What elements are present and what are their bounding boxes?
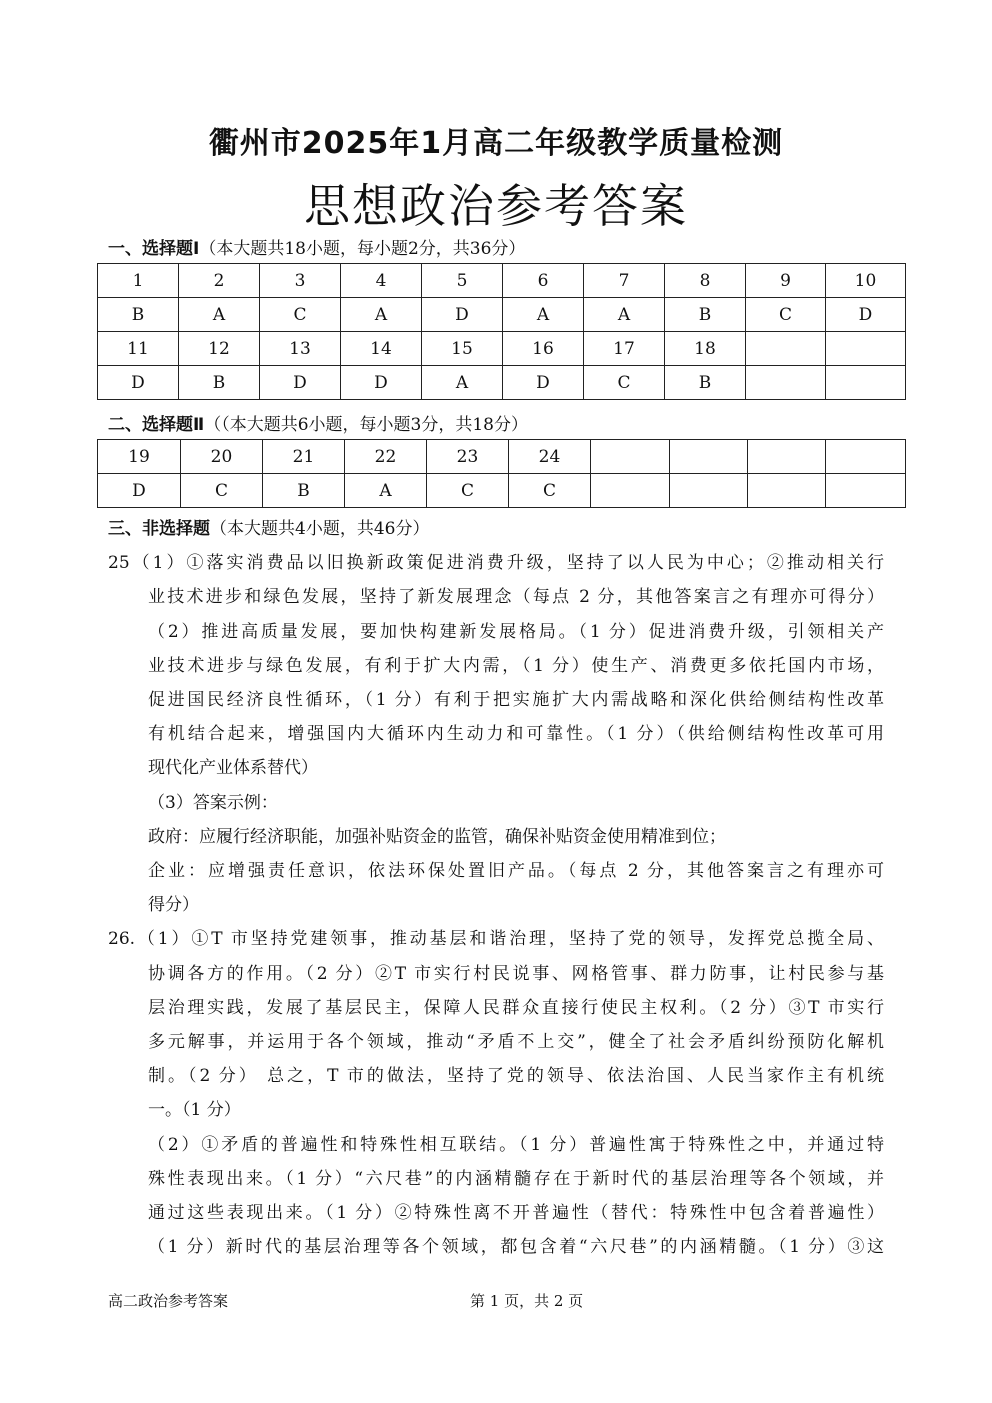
answer-line: 政府：应履行经济职能，加强补贴资金的监管，确保补贴资金使用精准到位； xyxy=(148,827,726,847)
answer-cell: C xyxy=(427,474,509,508)
answer-cell: 23 xyxy=(427,440,509,474)
answer-line: 制。（2 分） 总之，T 市的做法，坚持了党的领导、依法治国、人民当家作主有机统 xyxy=(148,1066,884,1086)
answer-cell xyxy=(670,474,748,508)
answer-cell: D xyxy=(98,366,179,400)
answer-cell: B xyxy=(179,366,260,400)
answer-line: 现代化产业体系替代） xyxy=(148,758,318,778)
answer-cell: D xyxy=(826,298,906,332)
answer-row xyxy=(98,366,906,400)
answer-cell xyxy=(670,440,748,474)
answer-line: 25（1）①落实消费品以旧换新政策促进消费升级，坚持了以人民为中心；②推动相关行 xyxy=(108,553,884,573)
answer-table-1 xyxy=(97,263,906,400)
answer-cell: 15 xyxy=(422,332,503,366)
answer-cell: D xyxy=(422,298,503,332)
answer-line: 一。（1 分） xyxy=(148,1100,241,1120)
answer-row xyxy=(98,264,906,298)
answer-row xyxy=(98,474,906,508)
answer-line: 业技术进步与绿色发展，有利于扩大内需，（1 分）使生产、消费更多依托国内市场， xyxy=(148,656,884,676)
answer-line: （1 分）新时代的基层治理等各个领域，都包含着“六尺巷”的内涵精髓。（1 分）③这 xyxy=(148,1237,884,1257)
answer-line: 业技术进步和绿色发展，坚持了新发展理念（每点 2 分，其他答案言之有理亦可得分） xyxy=(148,587,884,607)
answer-cell: C xyxy=(181,474,263,508)
answer-cell xyxy=(826,440,906,474)
answer-line: （2）①矛盾的普遍性和特殊性相互联结。（1 分）普遍性寓于特殊性之中，并通过特 xyxy=(148,1135,884,1155)
answer-cell: B xyxy=(665,366,746,400)
answer-line: （2）推进高质量发展，要加快构建新发展格局。（1 分）促进消费升级，引领相关产 xyxy=(148,622,884,642)
answer-cell: 2 xyxy=(179,264,260,298)
answer-cell: A xyxy=(341,298,422,332)
answer-cell: D xyxy=(341,366,422,400)
footer-left: 高二政治参考答案 xyxy=(108,1292,229,1310)
answer-cell: B xyxy=(98,298,179,332)
answer-cell: B xyxy=(263,474,345,508)
answer-cell: 19 xyxy=(98,440,181,474)
answer-cell: C xyxy=(509,474,591,508)
answer-cell: 9 xyxy=(746,264,826,298)
answer-cell xyxy=(826,474,906,508)
answer-cell: A xyxy=(179,298,260,332)
section3-heading xyxy=(108,514,429,539)
answer-line: 通过这些表现出来。（1 分）②特殊性离不开普遍性（替代：特殊性中包含着普遍性） xyxy=(148,1203,884,1223)
answer-cell xyxy=(591,440,670,474)
answer-cell: C xyxy=(746,298,826,332)
answer-cell: C xyxy=(260,298,341,332)
answer-cell: 6 xyxy=(503,264,584,298)
answer-cell: 11 xyxy=(98,332,179,366)
answer-cell: A xyxy=(422,366,503,400)
answer-row xyxy=(98,440,906,474)
answer-cell: 7 xyxy=(584,264,665,298)
answer-cell xyxy=(826,332,906,366)
answer-cell xyxy=(748,474,826,508)
answer-cell: 14 xyxy=(341,332,422,366)
answer-cell: 17 xyxy=(584,332,665,366)
answer-row xyxy=(98,332,906,366)
section1-heading xyxy=(108,234,525,259)
answer-cell: 16 xyxy=(503,332,584,366)
section3-head: 三、非选择题 xyxy=(108,519,210,539)
answer-cell: 5 xyxy=(422,264,503,298)
section1-head: 一、选择题Ⅰ xyxy=(108,239,200,259)
answer-cell: B xyxy=(665,298,746,332)
answer-line: 促进国民经济良性循环，（1 分）有利于把实施扩大内需战略和深化供给侧结构性改革 xyxy=(148,690,884,710)
answer-table-2 xyxy=(97,439,906,508)
answer-line: 得分） xyxy=(148,895,199,915)
answer-cell: 20 xyxy=(181,440,263,474)
answer-line: 多元解事，并运用于各个领域，推动“矛盾不上交”，健全了社会矛盾纠纷预防化解机 xyxy=(148,1032,884,1052)
answer-cell xyxy=(826,366,906,400)
answer-cell: D xyxy=(503,366,584,400)
answer-cell: 10 xyxy=(826,264,906,298)
answer-cell: D xyxy=(98,474,181,508)
answer-line: 有机结合起来，增强国内大循环内生动力和可靠性。（1 分）（供给侧结构性改革可用 xyxy=(148,724,884,744)
answer-line: 层治理实践，发展了基层民主，保障人民群众直接行使民主权利。（2 分）③T 市实行 xyxy=(148,998,884,1018)
answer-row xyxy=(98,298,906,332)
answer-cell: 22 xyxy=(345,440,427,474)
answer-cell: 18 xyxy=(665,332,746,366)
answer-cell: 8 xyxy=(665,264,746,298)
answer-line: 协调各方的作用。（2 分）②T 市实行村民说事、网格管事、群力防事，让村民参与基 xyxy=(148,964,884,984)
answer-cell xyxy=(746,332,826,366)
answer-line: 殊性表现出来。（1 分）“六尺巷”的内涵精髓存在于新时代的基层治理等各个领域，并 xyxy=(148,1169,884,1189)
section2-note: （（本大题共6小题，每小题3分，共18分） xyxy=(204,415,528,435)
exam-title: 衢州市2025年1月高二年级教学质量检测 xyxy=(208,126,784,161)
answer-line: （3）答案示例： xyxy=(148,793,278,813)
answer-cell: A xyxy=(503,298,584,332)
answer-line: 企业：应增强责任意识，依法环保处置旧产品。（每点 2 分，其他答案言之有理亦可 xyxy=(148,861,884,881)
answer-cell: 13 xyxy=(260,332,341,366)
answer-cell: 1 xyxy=(98,264,179,298)
answer-cell: A xyxy=(584,298,665,332)
answer-cell: A xyxy=(345,474,427,508)
answer-cell xyxy=(746,366,826,400)
section2-heading xyxy=(108,410,528,435)
section1-note: （本大题共18小题，每小题2分，共36分） xyxy=(199,239,526,259)
answer-line: 26.（1）①T 市坚持党建领事，推动基层和谐治理，坚持了党的领导，发挥党总揽全局、 xyxy=(108,929,884,949)
answer-cell: C xyxy=(584,366,665,400)
answer-cell xyxy=(748,440,826,474)
answer-cell: 24 xyxy=(509,440,591,474)
answer-cell xyxy=(591,474,670,508)
answer-cell: 3 xyxy=(260,264,341,298)
section2-head: 二、选择题Ⅱ xyxy=(108,415,205,435)
answer-cell: 21 xyxy=(263,440,345,474)
answer-cell: 4 xyxy=(341,264,422,298)
answer-key-title: 思想政治参考答案 xyxy=(304,179,688,233)
answer-cell: D xyxy=(260,366,341,400)
footer-page-number: 第 1 页，共 2 页 xyxy=(470,1292,584,1310)
answer-cell: 12 xyxy=(179,332,260,366)
section3-note: （本大题共4小题，共46分） xyxy=(210,519,430,539)
